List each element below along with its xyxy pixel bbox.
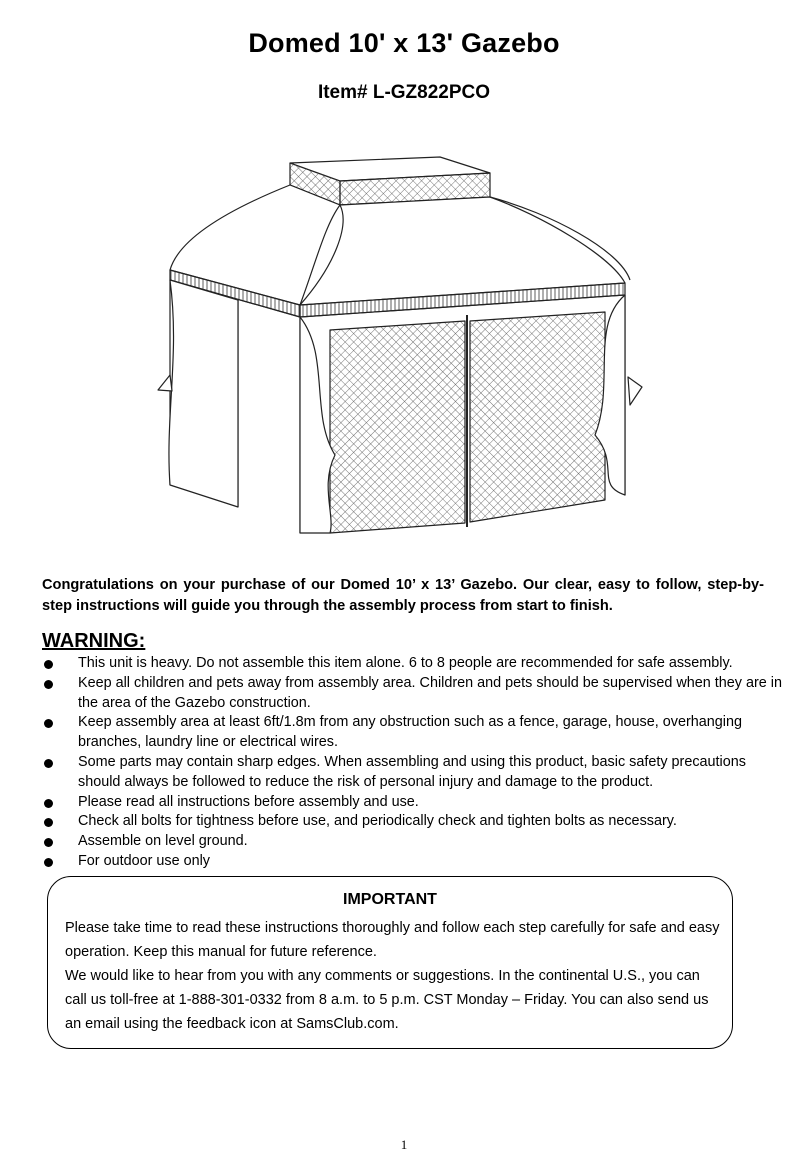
warning-text: Keep all children and pets away from assembly area. Children and pets should be supervised when they are in the area of the Gazebo construction.	[78, 674, 782, 711]
intro-paragraph: Congratulations on your purchase of our Domed 10’ x 13’ Gazebo. Our clear, easy to follow, step-by-step instructions will guide you through the assembly process from start to finish.	[42, 577, 764, 614]
important-box	[47, 876, 733, 1049]
warning-text: For outdoor use only	[78, 852, 210, 869]
list-item	[42, 852, 782, 872]
page-number: 1	[400, 1137, 408, 1152]
bullet-icon	[44, 799, 53, 808]
warning-text: Assemble on level ground.	[78, 833, 248, 850]
bullet-icon	[44, 759, 53, 768]
list-item	[42, 654, 782, 674]
bullet-icon	[44, 818, 53, 827]
bullet-icon	[44, 719, 53, 728]
important-heading: IMPORTANT	[343, 891, 437, 908]
bullet-icon	[44, 680, 53, 689]
important-body	[65, 916, 725, 1036]
warning-text: Please read all instructions before assembly and use.	[78, 793, 419, 810]
warning-list	[42, 654, 782, 872]
warning-text: Keep assembly area at least 6ft/1.8m from any obstruction such as a fence, garage, house, overhanging branches, laundry line or electrical wires.	[78, 714, 742, 751]
warning-text: This unit is heavy. Do not assemble this item alone. 6 to 8 people are recommended for safe assembly.	[78, 655, 733, 671]
document-title: Domed 10' x 13' Gazebo	[248, 28, 560, 58]
list-item	[42, 713, 782, 753]
warning-text: Check all bolts for tightness before use, and periodically check and tighten bolts as necessary.	[78, 813, 677, 830]
list-item	[42, 753, 782, 793]
list-item	[42, 674, 782, 714]
important-paragraph: Please take time to read these instructions thoroughly and follow each step carefully for safe and easy operation. Keep this manual for future reference.	[65, 920, 720, 960]
important-paragraph: We would like to hear from you with any comments or suggestions. In the continental U.S., you can call us toll-free at 1-888-301-0332 from 8 a.m. to 5 p.m. CST Monday – Friday. You can also send us an email using the feedback icon at SamsClub.com.	[65, 968, 709, 1032]
list-item	[42, 832, 782, 852]
list-item	[42, 793, 782, 813]
warning-text: Some parts may contain sharp edges. When assembling and using this product, basic safety precautions should always be followed to reduce the risk of personal injury and damage to the product.	[78, 753, 746, 790]
item-number: Item# L-GZ822PCO	[317, 82, 491, 103]
bullet-icon	[44, 838, 53, 847]
warning-heading: WARNING:	[42, 630, 146, 652]
gazebo-illustration	[150, 155, 660, 540]
list-item	[42, 812, 782, 832]
bullet-icon	[44, 660, 53, 669]
bullet-icon	[44, 858, 53, 867]
